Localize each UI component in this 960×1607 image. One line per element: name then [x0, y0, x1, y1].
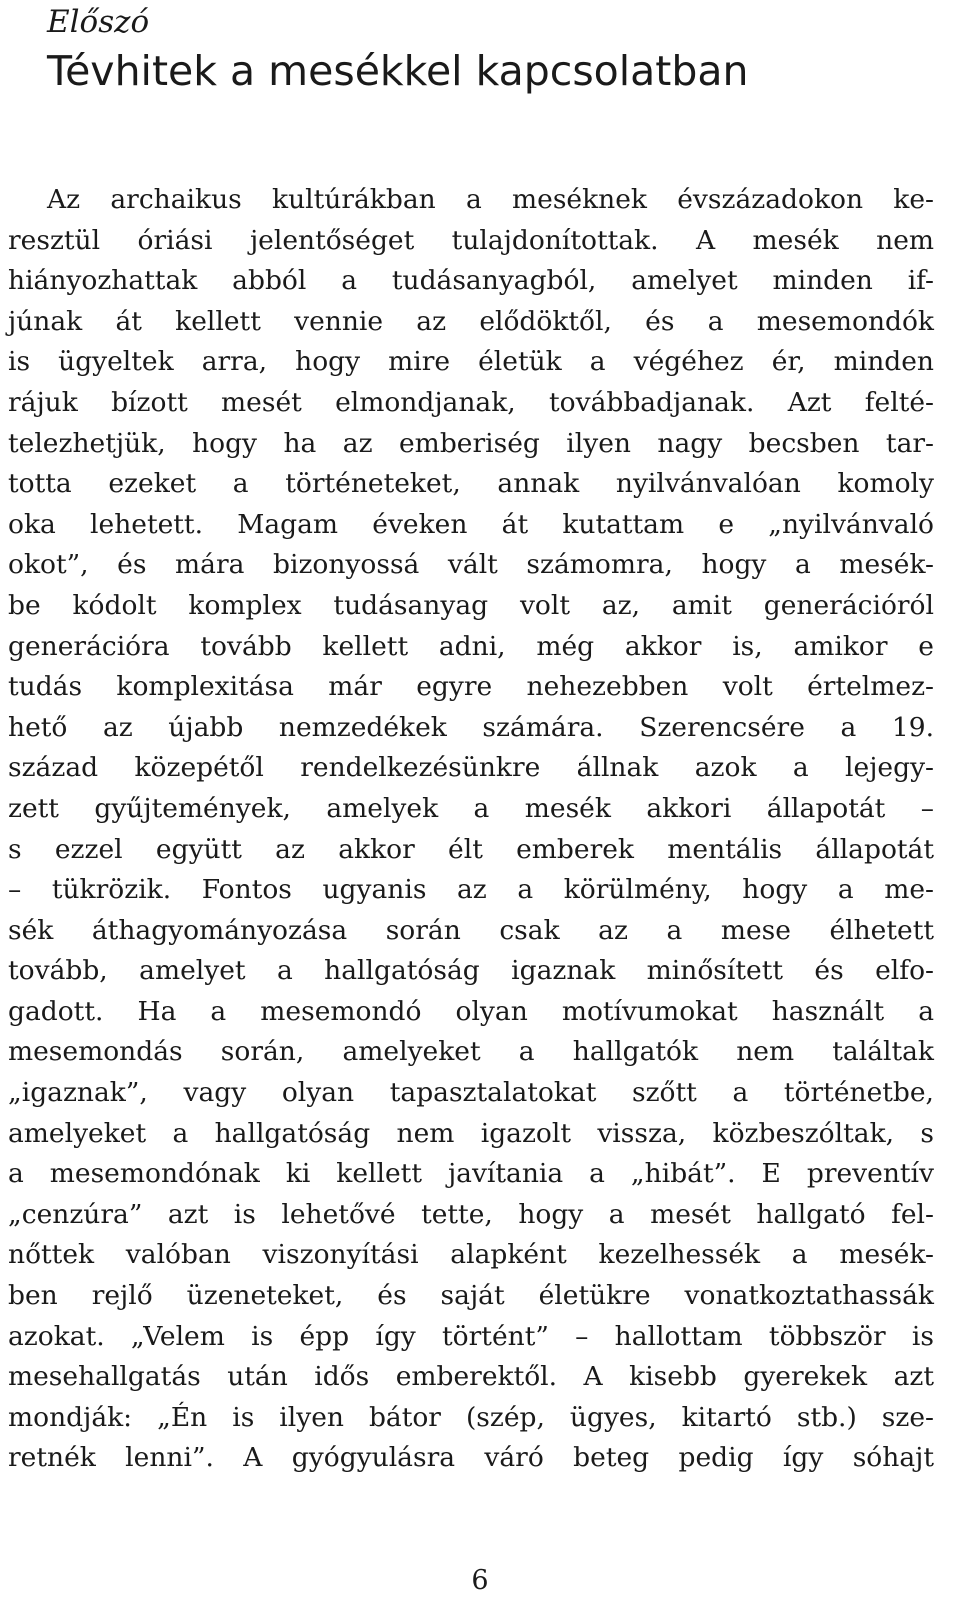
section-label: Előszó	[47, 4, 150, 40]
paragraph-line: resztül óriási jelentőséget tulajdonítottak. A mesék nem	[8, 224, 934, 256]
paragraph-line: totta ezeket a történeteket, annak nyilvánvalóan komoly	[8, 468, 934, 500]
paragraph-line: generációra tovább kellett adni, még akkor is, amikor e	[8, 630, 934, 662]
paragraph-line: júnak át kellett vennie az elődöktől, és a mesemondók	[8, 305, 934, 337]
paragraph-line: amelyeket a hallgatóság nem igazolt vissza, közbeszóltak, s	[8, 1117, 934, 1149]
paragraph-line: Az archaikus kultúrákban a meséknek évszázadokon ke-	[47, 184, 934, 215]
paragraph-line: okot”, és mára bizonyossá vált számomra, hogy a mesék-	[8, 549, 934, 581]
paragraph-line: ben rejlő üzeneteket, és saját életükre vonatkoztathassák	[8, 1280, 934, 1312]
paragraph-line: – tükrözik. Fontos ugyanis az a körülmény, hogy a me-	[8, 874, 934, 906]
paragraph-line: rájuk bízott mesét elmondjanak, továbbadjanak. Azt felté-	[8, 386, 934, 418]
paragraph-line: is ügyeltek arra, hogy mire életük a végéhez ér, minden	[8, 346, 934, 378]
paragraph-line: gadott. Ha a mesemondó olyan motívumokat használt a	[8, 995, 934, 1027]
paragraph-line: zett gyűjtemények, amelyek a mesék akkori állapotát –	[8, 792, 934, 824]
paragraph-line: század közepétől rendelkezésünkre állnak azok a lejegy-	[8, 752, 934, 784]
paragraph-line: hiányozhattak abból a tudásanyagból, amelyet minden if-	[8, 265, 934, 297]
paragraph-line: tudás komplexitása már egyre nehezebben volt értelmez-	[8, 671, 934, 703]
paragraph-line: be kódolt komplex tudásanyag volt az, amit generációról	[8, 589, 934, 621]
paragraph-line: nőttek valóban viszonyítási alapként kezelhessék a mesék-	[8, 1239, 934, 1271]
paragraph-line: sék áthagyományozása során csak az a mese élhetett	[8, 914, 934, 946]
paragraph-line: mesehallgatás után idős emberektől. A kisebb gyerekek azt	[8, 1361, 934, 1393]
paragraph-line: hető az újabb nemzedékek számára. Szerencsére a 19.	[8, 711, 934, 743]
paragraph-line: „igaznak”, vagy olyan tapasztalatokat szőtt a történetbe,	[8, 1077, 934, 1109]
paragraph-line: oka lehetett. Magam éveken át kutattam e „nyilvánvaló	[8, 508, 934, 540]
chapter-title: Tévhitek a mesékkel kapcsolatban	[47, 47, 749, 95]
paragraph-line: azokat. „Velem is épp így történt” – hallottam többször is	[8, 1320, 934, 1352]
paragraph-line: retnék lenni”. A gyógyulásra váró beteg pedig így sóhajt	[8, 1442, 934, 1474]
page-number: 6	[471, 1565, 489, 1596]
paragraph-line: mesemondás során, amelyeket a hallgatók nem találtak	[8, 1036, 934, 1068]
paragraph-line: telezhetjük, hogy ha az emberiség ilyen nagy becsben tar-	[8, 427, 934, 459]
paragraph-line: mondják: „Én is ilyen bátor (szép, ügyes, kitartó stb.) sze-	[8, 1401, 934, 1433]
paragraph-line: s ezzel együtt az akkor élt emberek mentális állapotát	[8, 833, 934, 865]
body-paragraph	[8, 180, 934, 1479]
paragraph-line: tovább, amelyet a hallgatóság igaznak minősített és elfo-	[8, 955, 934, 987]
paragraph-line: „cenzúra” azt is lehetővé tette, hogy a mesét hallgató fel-	[8, 1198, 934, 1230]
paragraph-line: a mesemondónak ki kellett javítania a „hibát”. E preventív	[8, 1158, 934, 1190]
